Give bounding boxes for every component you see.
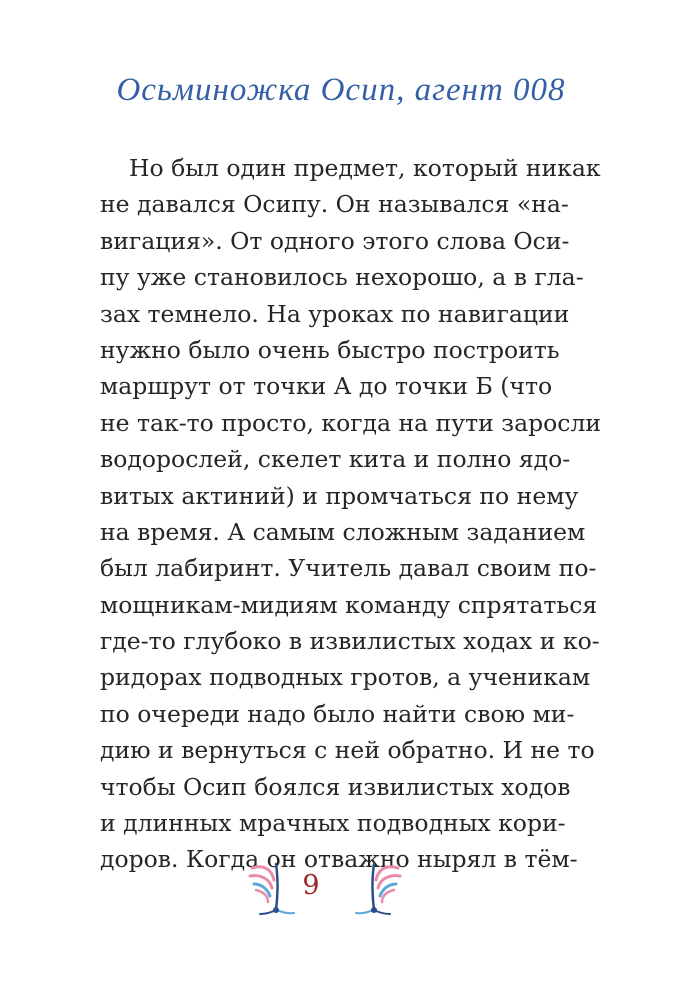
text-line: и длинных мрачных подводных кори- bbox=[100, 809, 566, 838]
text-line: не давался Осипу. Он назывался «на- bbox=[100, 190, 569, 219]
text-line: дию и вернуться с ней обратно. И не то bbox=[100, 736, 595, 765]
floral-ornament-icon bbox=[332, 860, 412, 920]
text-line: был лабиринт. Учитель давал своим по- bbox=[100, 554, 597, 583]
page-footer bbox=[0, 860, 682, 920]
text-line: чтобы Осип боялся извилистых ходов bbox=[100, 772, 571, 801]
running-head: Осьминожка Осип, агент 008 bbox=[116, 72, 566, 108]
text-line: где-то глубоко в извилистых ходах и ко- bbox=[100, 627, 600, 656]
text-line: нужно было очень быстро построить bbox=[100, 335, 560, 364]
text-line: водорослей, скелет кита и полно ядо- bbox=[100, 445, 571, 474]
text-line: зах темнело. На уроках по навигации bbox=[100, 299, 570, 328]
page-number: 9 bbox=[302, 870, 320, 901]
body-paragraph bbox=[100, 150, 602, 878]
text-line: Но был один предмет, который никак bbox=[129, 154, 601, 182]
text-line: вигация». От одного этого слова Оси- bbox=[100, 226, 570, 255]
text-line: на время. А самым сложным заданием bbox=[100, 517, 586, 546]
text-line: по очереди надо было найти свою ми- bbox=[100, 699, 575, 728]
text-line: мощникам-мидиям команду спрятаться bbox=[100, 590, 598, 619]
text-line: маршрут от точки А до точки Б (что bbox=[100, 372, 553, 401]
text-line: пу уже становилось нехорошо, а в гла- bbox=[100, 263, 584, 292]
text-line: витых актиний) и промчаться по нему bbox=[100, 481, 579, 510]
text-line: не так-то просто, когда на пути заросли bbox=[100, 408, 602, 437]
text-line: ридорах подводных гротов, а ученикам bbox=[100, 663, 591, 692]
text-line: доров. Когда он отважно нырял в тём- bbox=[100, 845, 578, 874]
